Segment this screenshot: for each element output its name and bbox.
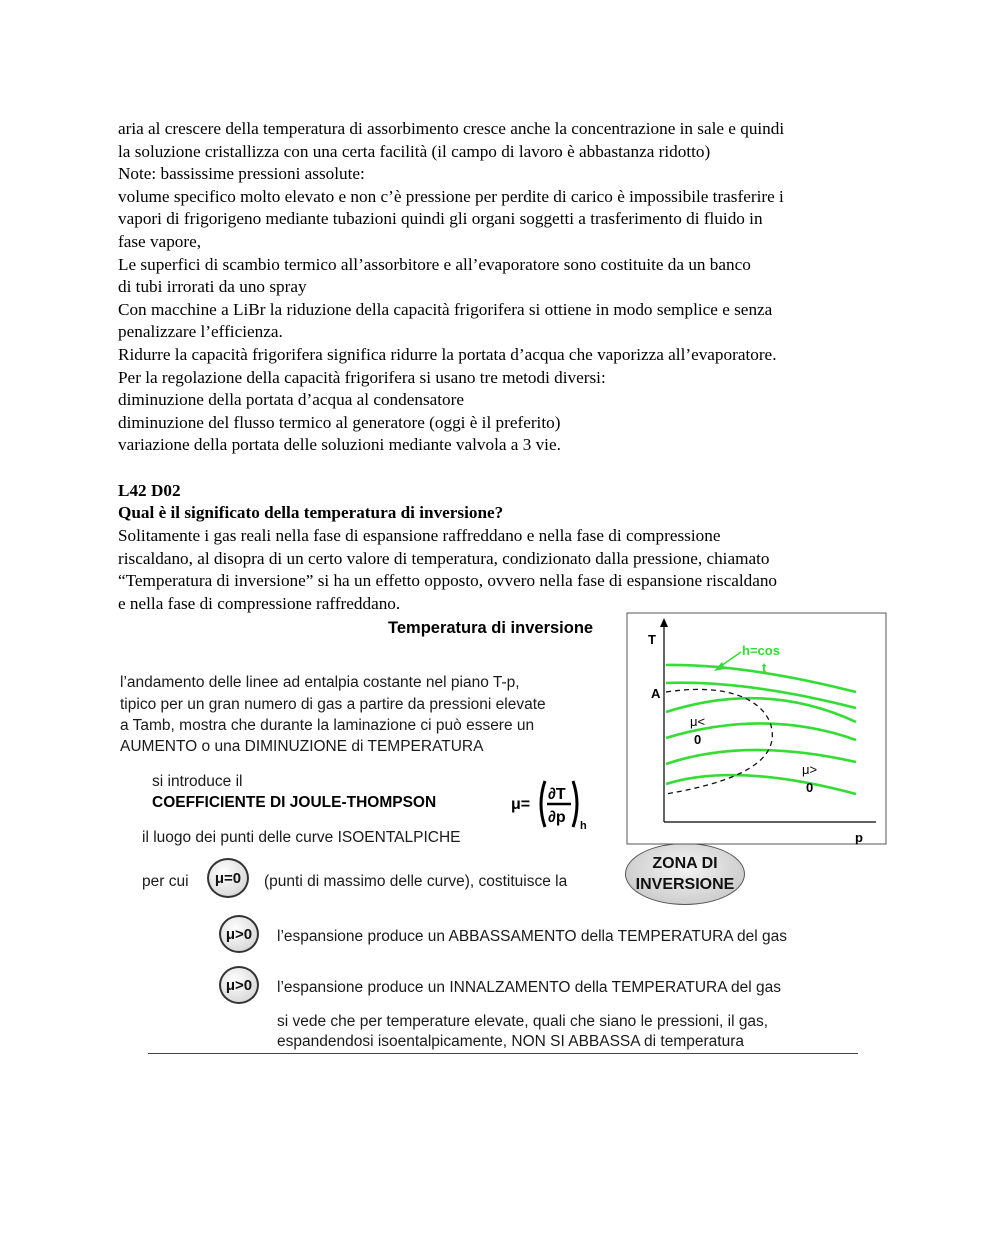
- formula-mu: μ=: [511, 796, 531, 813]
- mu-negative-label: 0: [694, 732, 702, 747]
- mu-positive-label: μ>: [802, 762, 818, 777]
- inversion-zone-badge: [625, 843, 745, 905]
- curve-label: h=cos: [742, 643, 780, 658]
- text-line: Per la regolazione della capacità frigorifera si usano tre metodi diversi:: [118, 367, 606, 387]
- text-line: volume specifico molto elevato e non c’è pressione per perdite di carico è impossibile trasferire i: [118, 186, 784, 206]
- final-text-line: si vede che per temperature elevate, quali che siano le pressioni, il gas,: [277, 1013, 769, 1030]
- mu-positive-label: 0: [806, 780, 814, 795]
- point-a-label: A: [651, 686, 661, 701]
- formula-numerator: ∂T: [548, 786, 566, 803]
- introduce-text: si introduce il: [152, 773, 243, 790]
- x-axis-label: p: [855, 830, 863, 845]
- text-line: aria al crescere della temperatura di assorbimento cresce anche la concentrazione in sale e quindi: [118, 119, 785, 138]
- text-line: penalizzare l’efficienza.: [118, 322, 283, 342]
- heating-text: l’espansione produce un INNALZAMENTO della TEMPERATURA del gas: [277, 979, 781, 996]
- coefficient-label: COEFFICIENTE DI JOULE-THOMPSON: [152, 794, 437, 811]
- figure-desc-line: a Tamb, mostra che durante la laminazione ci può essere un: [120, 717, 535, 734]
- left-paren: [541, 781, 545, 827]
- right-paren: [573, 781, 577, 827]
- final-text-line: espandendosi isoentalpicamente, NON SI ABBASSA di temperatura: [277, 1033, 744, 1050]
- figure-divider: [148, 1053, 858, 1054]
- text-line: fase vapore,: [118, 231, 202, 251]
- locus-text: il luogo dei punti delle curve ISOENTALPICHE: [142, 829, 461, 846]
- text-line: diminuzione del flusso termico al generatore (oggi è il preferito): [118, 412, 561, 432]
- text-line: riscaldano, al disopra di un certo valore di temperatura, condizionato dalla pressione, chiamato: [118, 548, 770, 568]
- mu-zero-badge: μ=0: [207, 858, 249, 898]
- zone-line: INVERSIONE: [635, 876, 735, 893]
- formula-subscript: h: [580, 820, 587, 830]
- figure-desc-line: l’andamento delle linee ad entalpia costante nel piano T-p,: [120, 674, 520, 691]
- mu-positive-badge: μ>0: [219, 966, 259, 1004]
- text-line: di tubi irrorati da uno spray: [118, 277, 307, 297]
- text-line: la soluzione cristallizza con una certa facilità (il campo di lavoro è abbastanza ridotto): [118, 141, 711, 161]
- text-line: Con macchine a LiBr la riduzione della capacità frigorifera si ottiene in modo semplice e senza: [118, 299, 773, 319]
- max-points-text: (punti di massimo delle curve), costituisce la: [264, 873, 568, 890]
- mu-positive-badge: μ>0: [219, 915, 259, 953]
- text-line: diminuzione della portata d’acqua al condensatore: [118, 390, 464, 410]
- text-line: Solitamente i gas reali nella fase di espansione raffreddano e nella fase di compressione: [118, 526, 721, 545]
- figure-desc-line: AUMENTO o una DIMINUZIONE di TEMPERATURA: [120, 738, 484, 755]
- y-axis-label: T: [648, 632, 656, 647]
- text-line: Ridurre la capacità frigorifera significa ridurre la portata d’acqua che vaporizza all’evaporatore.: [118, 344, 777, 364]
- section-code: L42 D02: [118, 481, 181, 500]
- text-line: vapori di frigorigeno mediante tubazioni quindi gli organi soggetti a trasferimento di fluido in: [118, 209, 763, 229]
- text-line: “Temperatura di inversione” si ha un effetto opposto, ovvero nella fase di espansione riscaldano: [118, 571, 778, 591]
- cooling-text: l’espansione produce un ABBASSAMENTO della TEMPERATURA del gas: [277, 928, 788, 945]
- formula-denominator: ∂p: [548, 809, 566, 826]
- per-cui-text: per cui: [142, 873, 189, 890]
- curve-label: t: [762, 660, 767, 675]
- text-line: Note: bassissime pressioni assolute:: [118, 164, 365, 184]
- joule-thomson-formula: [511, 778, 593, 830]
- zone-line: ZONA DI: [652, 855, 718, 872]
- mu-negative-label: μ<: [690, 714, 706, 729]
- question-heading: Qual è il significato della temperatura di inversione?: [118, 503, 504, 522]
- text-line: Le superfici di scambio termico all’assorbitore e all’evaporatore sono costituite da un banco: [118, 254, 751, 274]
- text-line: e nella fase di compressione raffreddano.: [118, 593, 401, 613]
- figure-title: Temperatura di inversione: [388, 619, 594, 637]
- text-line: variazione della portata delle soluzioni mediante valvola a 3 vie.: [118, 435, 561, 455]
- isenthalpic-diagram: [626, 612, 888, 848]
- figure-desc-line: tipico per un gran numero di gas a partire da pressioni elevate: [120, 696, 546, 713]
